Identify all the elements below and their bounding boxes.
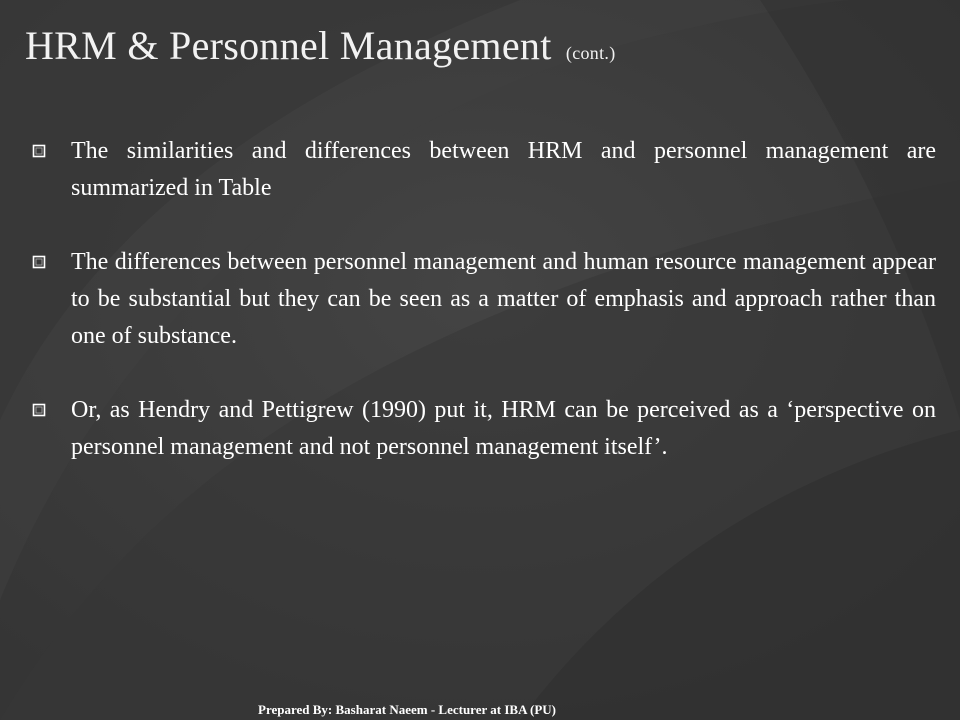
bullet-item bbox=[30, 392, 936, 466]
bullet-item bbox=[30, 133, 936, 207]
slide-title bbox=[25, 22, 616, 69]
bullet-item bbox=[30, 244, 936, 355]
bullet-text: The similarities and differences between HRM and personnel management are summarized in Table bbox=[71, 138, 936, 201]
hollow-square-icon bbox=[32, 144, 46, 158]
bullet-text: The differences between personnel management and human resource management appear to be substantial but they can be seen as a matter of emphasis and approach rather than one of substance. bbox=[71, 249, 936, 349]
bullet-list bbox=[30, 133, 936, 503]
slide-footer: Prepared By: Basharat Naeem - Lecturer at IBA (PU) bbox=[258, 702, 556, 717]
bullet-text: Or, as Hendry and Pettigrew (1990) put it, HRM can be perceived as a ‘perspective on personnel management and not personnel management itself’. bbox=[71, 397, 936, 460]
slide-title-text: HRM & Personnel Management bbox=[25, 23, 552, 68]
hollow-square-icon bbox=[32, 403, 46, 417]
slide-title-suffix: (cont.) bbox=[565, 43, 616, 63]
hollow-square-icon bbox=[32, 255, 46, 269]
